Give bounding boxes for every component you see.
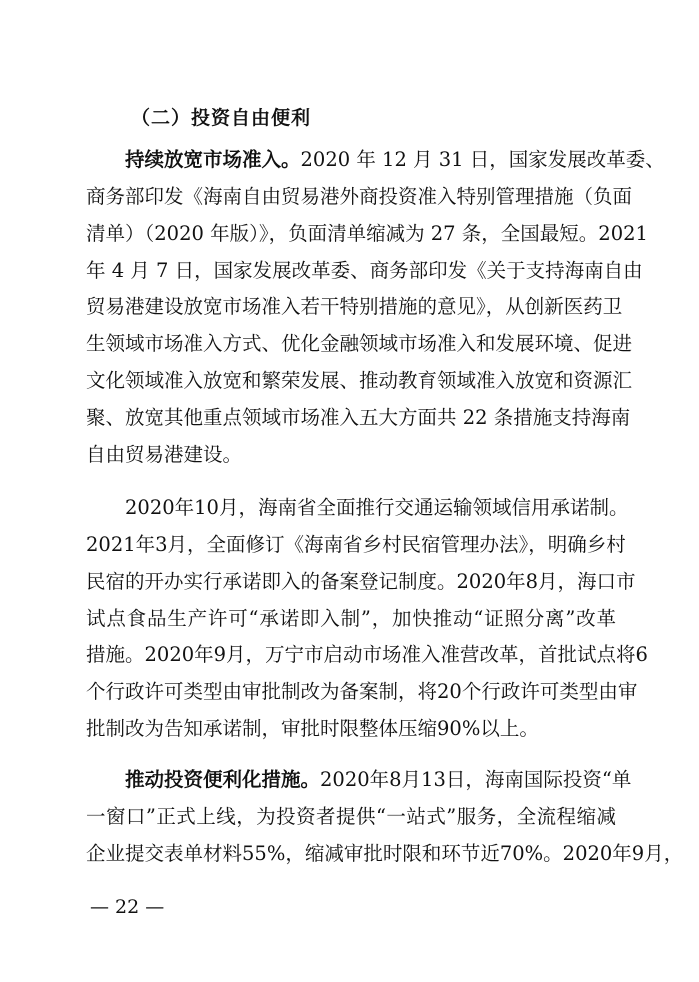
text-line: 聚、放宽其他重点领域市场准入五大方面共 22 条措施支持海南	[86, 405, 631, 429]
text-line	[86, 762, 632, 799]
text-line: 2021年3月，全面修订《海南省乡村民宿管理办法》，明确乡村	[86, 532, 626, 556]
text-span: 2020 年 12 月 31 日，国家发展改革委、	[300, 148, 665, 171]
page-number: — 22 —	[90, 896, 165, 918]
paragraph-lead: 持续放宽市场准入。	[125, 148, 301, 171]
paragraph-lead: 推动投资便利化措施。	[125, 768, 321, 791]
text-line: 生领域市场准入方式、优化金融领域市场准入和发展环境、促进	[86, 332, 633, 356]
text-line: 个行政许可类型由审批制改为备案制，将20个行政许可类型由审	[86, 680, 638, 704]
section-heading: （二）投资自由便利	[131, 107, 312, 129]
text-line: 一窗口”正式上线，为投资者提供“一站式”服务，全流程缩减	[86, 804, 616, 828]
text-span: 2020年8月13日，海南国际投资“单	[320, 768, 632, 791]
text-line	[86, 142, 665, 179]
text-line: 商务部印发《海南自由贸易港外商投资准入特别管理措施（负面	[86, 184, 633, 208]
text-line: 民宿的开办实行承诺即入的备案登记制度。2020年8月，海口市	[86, 569, 636, 593]
paragraph-commitment-system	[86, 490, 648, 748]
paragraph-investment-facilitation	[86, 762, 684, 873]
text-line: 文化领域准入放宽和繁荣发展、推动教育领域准入放宽和资源汇	[86, 369, 633, 393]
text-line: 贸易港建设放宽市场准入若干特别措施的意见》，从创新医药卫	[86, 295, 623, 319]
text-line: 企业提交表单材料55%，缩减审批时限和环节近70%。2020年9月，	[86, 841, 684, 865]
text-line: 试点食品生产许可“承诺即入制”，加快推动“证照分离”改革	[86, 606, 616, 630]
text-line: 2020年10月，海南省全面推行交通运输领域信用承诺制。	[125, 496, 629, 519]
text-line: 自由贸易港建设。	[86, 442, 243, 466]
paragraph-market-access	[86, 142, 665, 474]
text-line: 批制改为告知承诺制，审批时限整体压缩90%以上。	[86, 717, 539, 741]
text-line: 年 4 月 7 日，国家发展改革委、商务部印发《关于支持海南自由	[86, 258, 643, 282]
text-line: 措施。2020年9月，万宁市启动市场准入准营改革，首批试点将6	[86, 643, 648, 667]
text-line: 清单）（2020 年版）》，负面清单缩减为 27 条，全国最短。2021	[86, 221, 648, 245]
